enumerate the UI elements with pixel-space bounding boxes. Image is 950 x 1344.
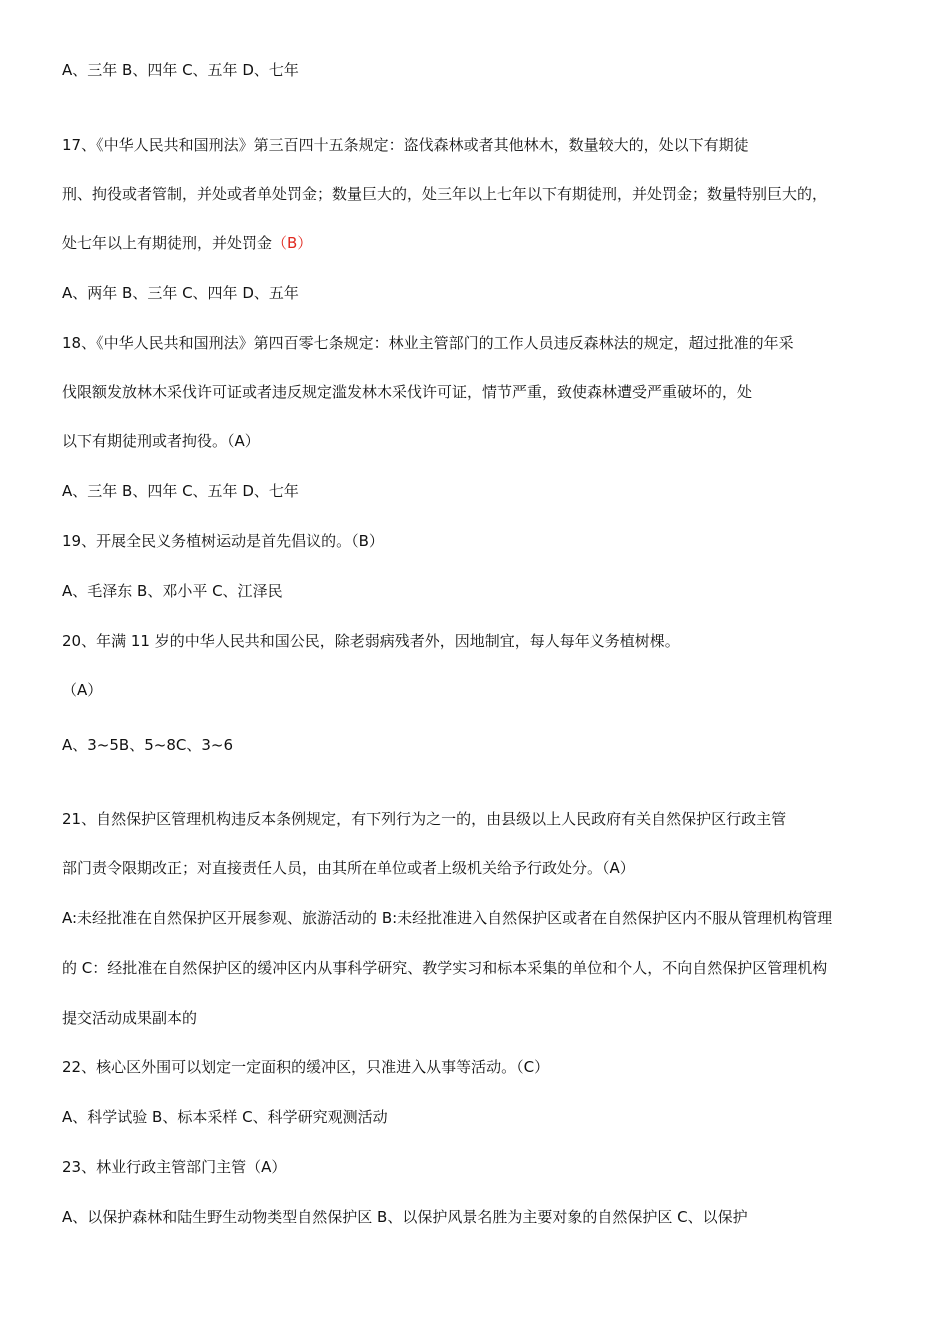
q19-options: A、毛泽东 B、邓小平 C、江泽民 [62,582,283,600]
q16-options: A、三年 B、四年 C、五年 D、七年 [62,61,299,79]
q17-answer: （B） [272,234,313,252]
q21-options-line-3: 提交活动成果副本的 [62,1009,198,1027]
q21-text-line-2: 部门责令限期改正；对直接责任人员，由其所在单位或者上级机关给予行政处分。（A） [62,859,635,877]
q17-text-line-1: 17、《中华人民共和国刑法》第三百四十五条规定：盗伐森林或者其他林木，数量较大的，处以下有期徒 [62,136,749,154]
q21-options-line-1: A:未经批准在自然保护区开展参观、旅游活动的 B:未经批准进入自然保护区或者在自然保护区内不服从管理机构管理 [62,909,833,927]
q21-text-line-1: 21、自然保护区管理机构违反本条例规定，有下列行为之一的，由县级以上人民政府有关自然保护区行政主管 [62,810,787,828]
q20-options: A、3~5B、5~8C、3~6 [62,736,233,754]
q18-text-line-1: 18、《中华人民共和国刑法》第四百零七条规定：林业主管部门的工作人员违反森林法的规定，超过批准的年采 [62,334,794,352]
q17-text-line-3-text: 处七年以上有期徒刑，并处罚金 [62,234,273,252]
q17-text-line-2: 刑、拘役或者管制，并处或者单处罚金；数量巨大的，处三年以上七年以下有期徒刑，并处罚金；数量特别巨大的， [62,185,828,203]
q18-text-line-3: 以下有期徒刑或者拘役。（A） [62,432,260,450]
q17-options: A、两年 B、三年 C、四年 D、五年 [62,284,299,302]
q18-text-line-2: 伐限额发放林木采伐许可证或者违反规定滥发林木采伐许可证，情节严重，致使森林遭受严重破坏的，处 [62,383,753,401]
q22-text: 22、核心区外围可以划定一定面积的缓冲区，只准进入从事等活动。（C） [62,1058,550,1076]
q19-text: 19、开展全民义务植树运动是首先倡议的。（B） [62,532,384,550]
q23-options: A、以保护森林和陆生野生动物类型自然保护区 B、以保护风景名胜为主要对象的自然保护区 C、以保护 [62,1208,748,1226]
q17-text-line-3 [62,233,312,253]
q20-text: 20、年满 11 岁的中华人民共和国公民，除老弱病残者外，因地制宜，每人每年义务植树棵。 [62,632,680,650]
q20-answer: （A） [62,681,103,699]
q18-options: A、三年 B、四年 C、五年 D、七年 [62,482,299,500]
q22-options: A、科学试验 B、标本采样 C、科学研究观测活动 [62,1108,388,1126]
q23-text: 23、林业行政主管部门主管（A） [62,1158,287,1176]
q21-options-line-2: 的 C：经批准在自然保护区的缓冲区内从事科学研究、教学实习和标本采集的单位和个人，不向自然保护区管理机构 [62,959,828,977]
